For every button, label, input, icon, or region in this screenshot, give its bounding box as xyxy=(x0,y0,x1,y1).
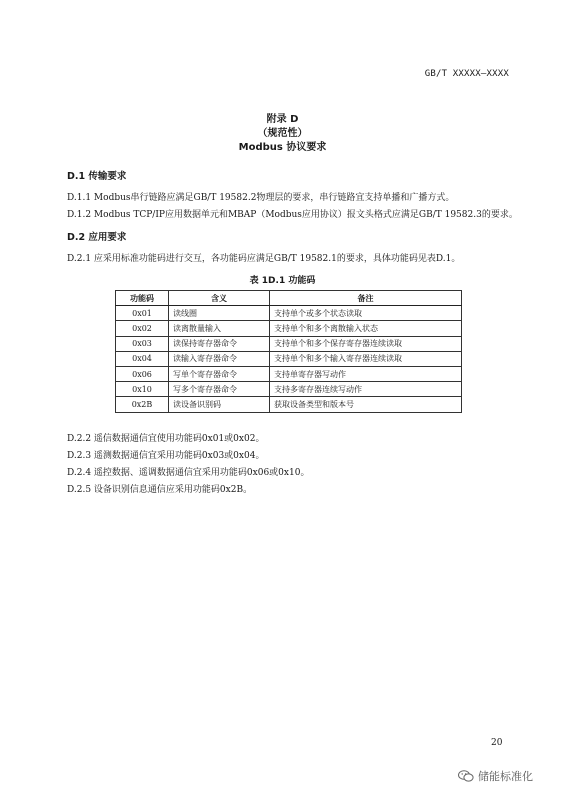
wechat-icon xyxy=(458,770,474,782)
paragraph-d2-1: D.2.1 应采用标准功能码进行交互，各功能码应满足GB/T 19582.1的要求，具体功能码见表D.1。 xyxy=(67,254,461,264)
table-header-row xyxy=(116,291,462,306)
cell-code: 0x02 xyxy=(116,321,169,336)
page-number: 20 xyxy=(491,738,503,748)
section-d2-heading: D.2 应用要求 xyxy=(67,232,127,243)
paragraph-d2-5: D.2.5 设备识别信息通信应采用功能码0x2B。 xyxy=(67,485,253,495)
cell-code: 0x2B xyxy=(116,397,169,412)
table-row xyxy=(116,397,462,412)
paragraph-d2-2: D.2.2 遥信数据通信宜使用功能码0x01或0x02。 xyxy=(67,434,265,444)
cell-remark: 支持单个和多个输入寄存器连续读取 xyxy=(270,351,462,366)
paragraph-d1-2: D.1.2 Modbus TCP/IP应用数据单元和MBAP（Modbus应用协议）报文头格式应满足GB/T 19582.3的要求。 xyxy=(67,210,518,220)
header-function-code: 功能码 xyxy=(116,291,169,306)
cell-code: 0x04 xyxy=(116,351,169,366)
table-title: 表 1D.1 功能码 xyxy=(249,276,316,286)
cell-meaning: 读输入寄存器命令 xyxy=(169,351,270,366)
paragraph-d2-4: D.2.4 遥控数据、遥调数据通信宜采用功能码0x06或0x10。 xyxy=(67,468,310,478)
table-row xyxy=(116,366,462,381)
cell-meaning: 读离散量输入 xyxy=(169,321,270,336)
watermark-text: 储能标准化 xyxy=(478,770,533,783)
cell-code: 0x01 xyxy=(116,306,169,321)
paragraph-d2-3: D.2.3 遥测数据通信宜采用功能码0x03或0x04。 xyxy=(67,451,265,461)
cell-remark: 支持单寄存器写动作 xyxy=(270,366,462,381)
table-row xyxy=(116,306,462,321)
table-row xyxy=(116,351,462,366)
cell-remark: 获取设备类型和版本号 xyxy=(270,397,462,412)
cell-meaning: 读线圈 xyxy=(169,306,270,321)
cell-remark: 支持单个和多个离散输入状态 xyxy=(270,321,462,336)
paragraph-d1-1: D.1.1 Modbus串行链路应满足GB/T 19582.2物理层的要求，串行链路宜支持单播和广播方式。 xyxy=(67,193,455,203)
cell-remark: 支持单个和多个保存寄存器连续读取 xyxy=(270,336,462,351)
function-code-table xyxy=(115,290,462,413)
watermark xyxy=(458,768,533,784)
cell-meaning: 写多个寄存器命令 xyxy=(169,382,270,397)
cell-remark: 支持单个或多个状态读取 xyxy=(270,306,462,321)
section-d1-heading: D.1 传输要求 xyxy=(67,171,127,182)
annex-title: Modbus 协议要求 xyxy=(238,142,327,153)
table-row xyxy=(116,382,462,397)
cell-meaning: 读设备识别码 xyxy=(169,397,270,412)
annex-heading xyxy=(0,113,565,155)
cell-meaning: 读保持寄存器命令 xyxy=(169,336,270,351)
cell-remark: 支持多寄存器连续写动作 xyxy=(270,382,462,397)
table-row xyxy=(116,321,462,336)
annex-label: 附录 D xyxy=(266,114,299,125)
table-row xyxy=(116,336,462,351)
cell-code: 0x06 xyxy=(116,366,169,381)
header-remarks: 备注 xyxy=(270,291,462,306)
cell-code: 0x10 xyxy=(116,382,169,397)
header-meaning: 含义 xyxy=(169,291,270,306)
document-code: GB/T XXXXX—XXXX xyxy=(424,69,509,79)
annex-nature: （规范性） xyxy=(257,128,308,139)
cell-code: 0x03 xyxy=(116,336,169,351)
cell-meaning: 写单个寄存器命令 xyxy=(169,366,270,381)
